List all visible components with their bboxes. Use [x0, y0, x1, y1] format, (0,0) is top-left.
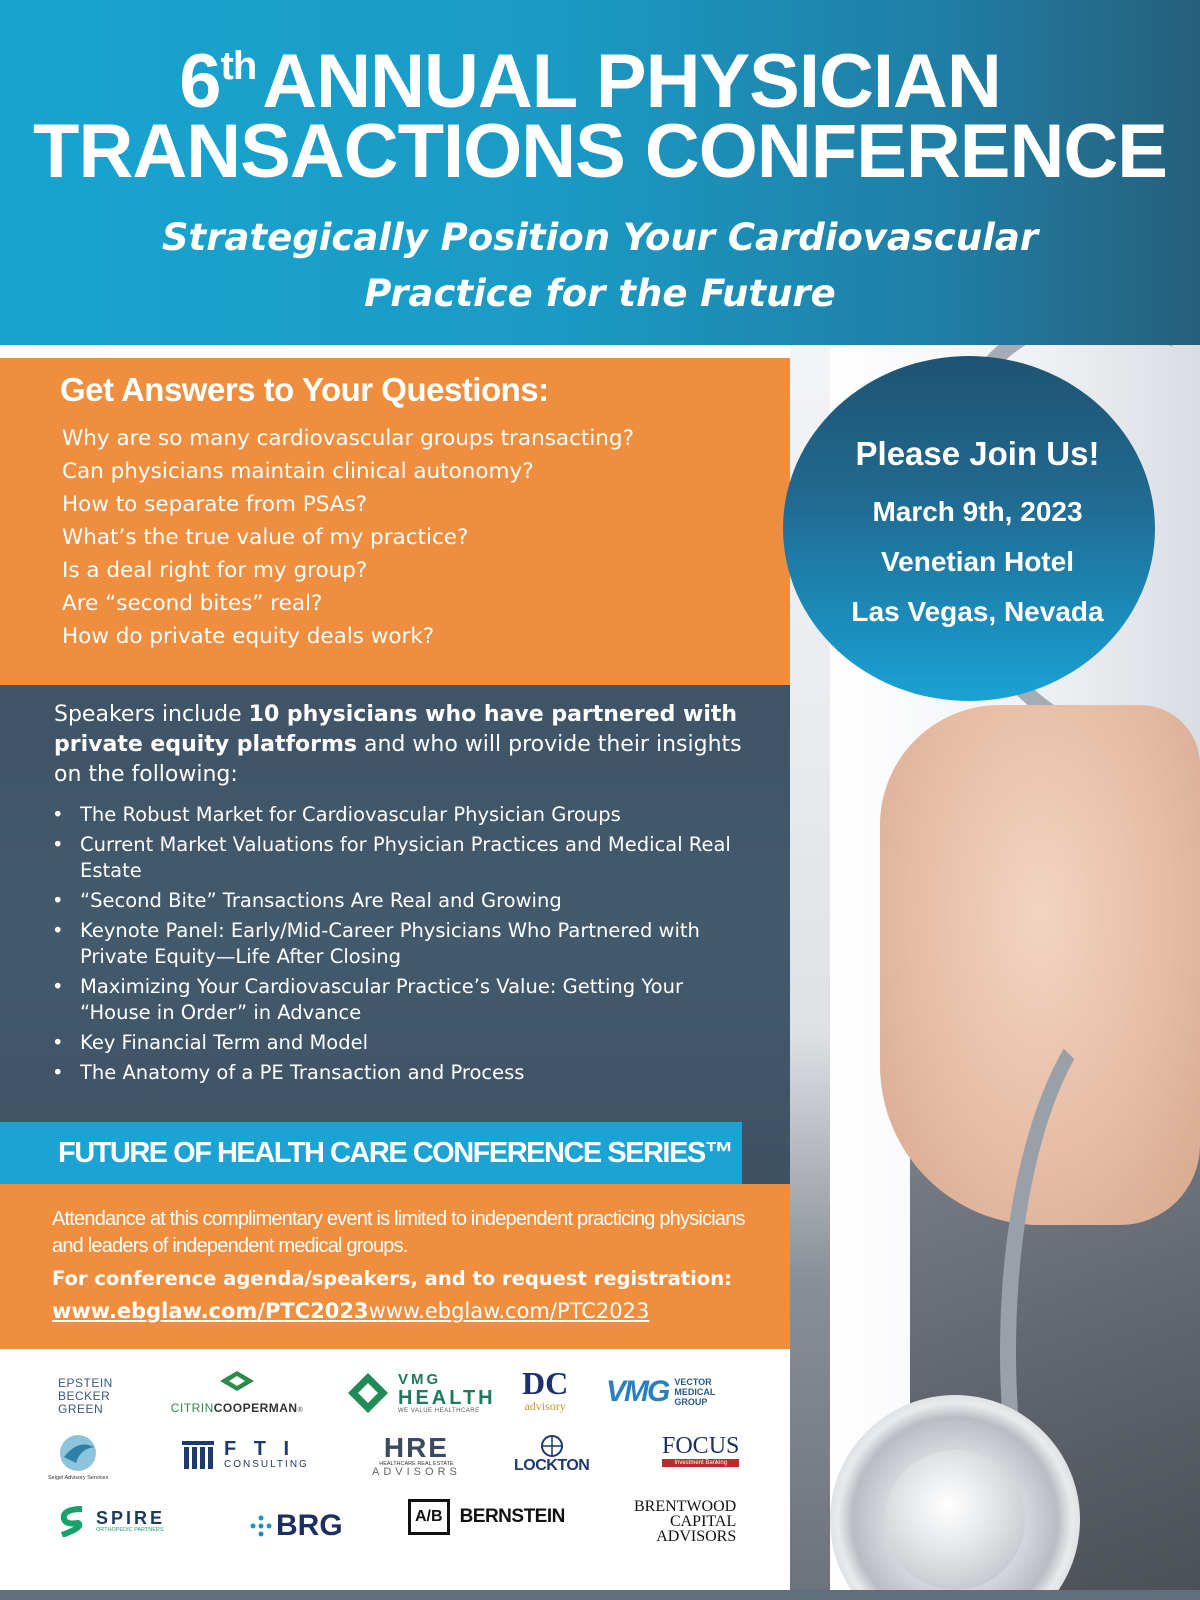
questions-panel: [0, 358, 790, 685]
epstein-becker-green-logo: EPSTEIN BECKER GREEN: [58, 1376, 113, 1416]
topic-item: • Key Financial Term and Model: [50, 1030, 740, 1056]
question-item: What’s the true value of my practice?: [62, 525, 469, 550]
lockton-logo: LOCKTON: [514, 1435, 589, 1475]
brg-logo: BRG: [250, 1509, 343, 1543]
topic-item: • Maximizing Your Cardiovascular Practice’s Value: Getting Your “House in Order” in Advance: [50, 974, 740, 1026]
topics-list: [50, 802, 740, 1090]
questions-heading: Get Answers to Your Questions:: [60, 371, 549, 408]
registration-link[interactable]: www.ebglaw.com/PTC2023www.ebglaw.com/PTC2023: [52, 1299, 650, 1323]
question-item: Is a deal right for my group?: [62, 558, 368, 583]
header-banner: [0, 0, 1200, 345]
sponsor-logos: [0, 1349, 790, 1590]
registration-info-panel: [0, 1184, 790, 1349]
title-line-1: 6thANNUAL PHYSICIAN: [179, 39, 1001, 124]
event-date: March 9th, 2023: [872, 496, 1083, 527]
registration-cta: For conference agenda/speakers, and to request registration:: [52, 1267, 732, 1290]
event-location: Las Vegas, Nevada: [851, 596, 1104, 627]
speakers-intro: Speakers include 10 physicians who have partnered with private equity platforms and who will provide their insights on the following:: [54, 702, 742, 787]
questions-list: [62, 422, 634, 653]
question-item: How to separate from PSAs?: [62, 492, 368, 517]
healthcare-real-estate-advisors-logo: HRE HEALTHCARE REAL ESTATE ADVISORS: [372, 1432, 461, 1478]
fti-columns-icon: [182, 1441, 214, 1469]
event-venue: Venetian Hotel: [881, 546, 1074, 577]
lockton-globe-icon: [539, 1435, 565, 1457]
subtitle-line-1: Strategically Position Your Cardiovascular: [161, 216, 1039, 259]
subtitle-line-2: Practice for the Future: [364, 272, 836, 315]
bottom-bar: [0, 1590, 1200, 1600]
brentwood-capital-logo: BRENTWOOD CAPITAL ADVISORS: [634, 1498, 737, 1545]
vector-medical-group-logo: VMG VECTOR MEDICAL GROUP: [606, 1375, 716, 1408]
vmg-health-logo: VMG HEALTH WE VALUE HEALTHCARE: [346, 1371, 496, 1415]
topic-item: • The Anatomy of a PE Transaction and Process: [50, 1060, 740, 1086]
topic-item: • The Robust Market for Cardiovascular Physician Groups: [50, 802, 740, 828]
topic-item: • Keynote Panel: Early/Mid-Career Physicians Who Partnered with Private Equity—Life After Closing: [50, 918, 740, 970]
citrin-cooperman-mark-icon: [220, 1371, 254, 1397]
question-item: Are “second bites” real?: [62, 591, 323, 616]
fti-consulting-logo: F T I CONSULTING: [182, 1439, 309, 1470]
question-item: Can physicians maintain clinical autonomy?: [62, 459, 534, 484]
attendance-note: Attendance at this complimentary event is limited to independent practicing physicians and leaders of independent medical groups.: [52, 1208, 745, 1257]
question-item: Why are so many cardiovascular groups transacting?: [62, 426, 634, 451]
conference-series-banner: [0, 1122, 742, 1184]
conference-series-label: FUTURE OF HEALTH CARE CONFERENCE SERIES™: [58, 1137, 733, 1169]
speakers-panel: [0, 685, 790, 1190]
join-us-heading: Please Join Us!: [855, 435, 1100, 472]
dc-advisory-logo: DC advisory: [522, 1365, 569, 1413]
bernstein-logo: A/B BERNSTEIN: [408, 1499, 565, 1535]
spire-mark-icon: [58, 1505, 86, 1537]
question-item: How do private equity deals work?: [62, 624, 435, 649]
focus-investment-banking-logo: FOCUS Investment Banking: [662, 1433, 740, 1466]
spire-orthopedic-logo: SPIRE ORTHOPEDIC PARTNERS: [58, 1505, 165, 1537]
brg-dots-icon: [250, 1515, 272, 1537]
citrin-cooperman-logo: CITRINCOOPERMAN®: [152, 1371, 322, 1421]
topic-item: • “Second Bite” Transactions Are Real and Growing: [50, 888, 740, 914]
seigel-bird-icon: [56, 1433, 100, 1473]
seigel-advisory-logo: Seigel Advisory Services: [48, 1433, 108, 1481]
vmg-health-mark-icon: [346, 1371, 390, 1415]
topic-item: • Current Market Valuations for Physician Practices and Medical Real Estate: [50, 832, 740, 884]
title-line-2: TRANSACTIONS CONFERENCE: [33, 109, 1167, 194]
